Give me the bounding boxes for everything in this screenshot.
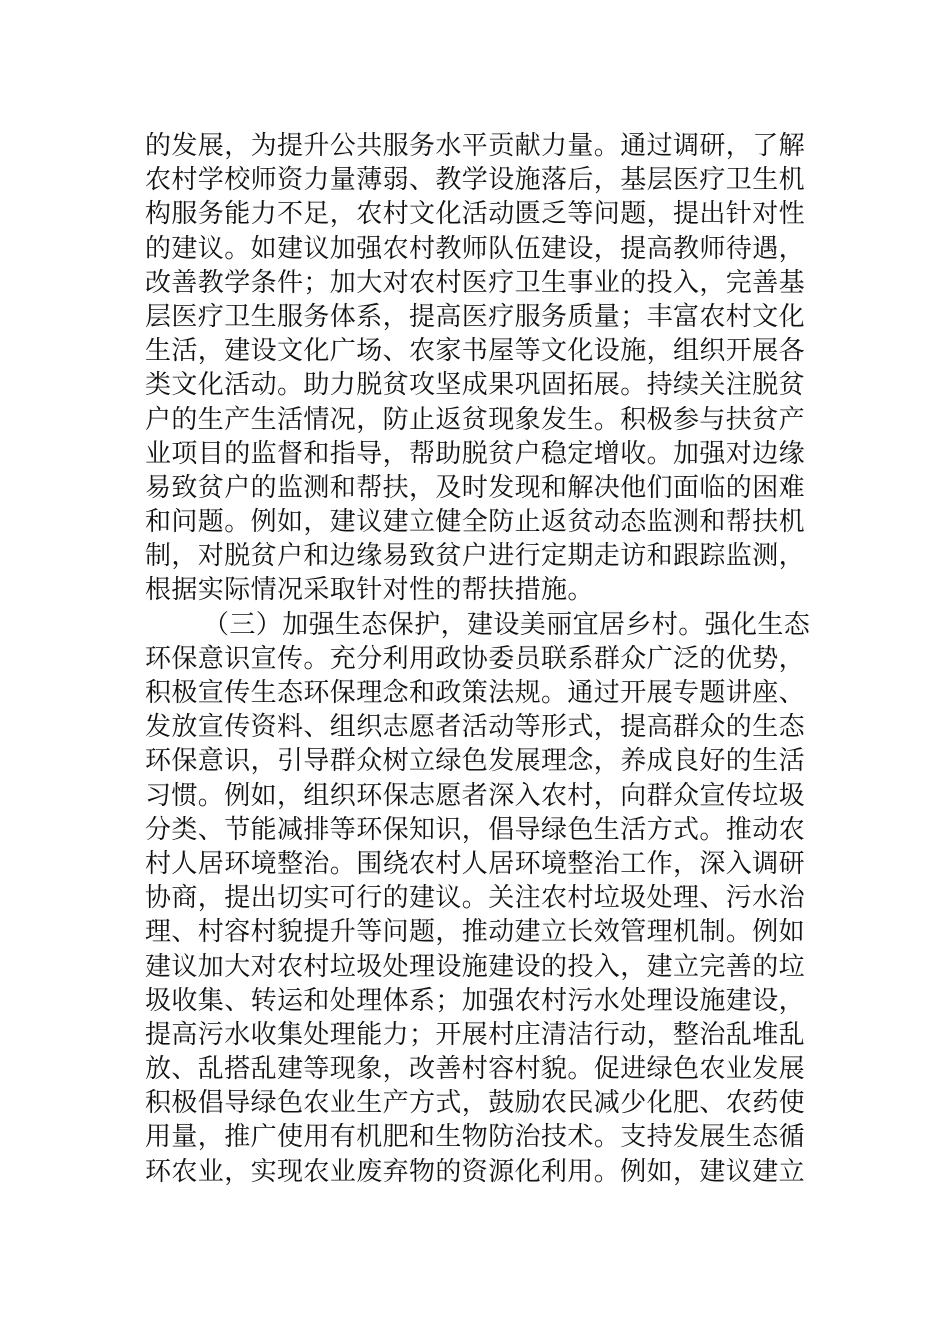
text-line: 户的生产生活情况，防止返贫现象发生。积极参与扶贫产 — [145, 404, 806, 435]
text-line: 建议加大对农村垃圾处理设施建设的投入，建立完善的垃 — [145, 951, 806, 982]
body-text — [145, 129, 810, 1189]
text-line: 和问题。例如，建议建立健全防止返贫动态监测和帮扶机 — [145, 507, 806, 538]
section-heading-line: （三）加强生态保护，建设美丽宜居乡村。强化生态 — [203, 609, 811, 640]
text-line: 类文化活动。助力脱贫攻坚成果巩固拓展。持续关注脱贫 — [145, 370, 806, 401]
text-line: 积极宣传生态环保理念和政策法规。通过开展专题讲座、 — [145, 678, 806, 708]
text-line: 生活，建设文化广场、农家书屋等文化设施，组织开展各 — [145, 336, 806, 367]
text-line: 环农业，实现农业废弃物的资源化利用。例如，建议建立 — [145, 1156, 806, 1187]
text-line: 放、乱搭乱建等现象，改善村容村貌。促进绿色农业发展 — [145, 1054, 806, 1085]
text-line: 积极倡导绿色农业生产方式，鼓励农民减少化肥、农药使 — [145, 1088, 806, 1119]
text-line: 环保意识宣传。充分利用政协委员联系群众广泛的优势， — [145, 643, 806, 674]
text-line: 易致贫户的监测和帮扶，及时发现和解决他们面临的困难 — [145, 472, 806, 503]
text-line: 村人居环境整治。围绕农村人居环境整治工作，深入调研 — [145, 848, 806, 879]
text-line: 根据实际情况采取针对性的帮扶措施。 — [145, 575, 594, 606]
text-line: 发放宣传资料、组织志愿者活动等形式，提高群众的生态 — [145, 712, 806, 743]
text-line: 构服务能力不足，农村文化活动匮乏等问题，提出针对性 — [145, 199, 806, 230]
text-line: 环保意识，引导群众树立绿色发展理念，养成良好的生活 — [145, 746, 806, 777]
text-line: 改善教学条件；加大对农村医疗卫生事业的投入，完善基 — [145, 267, 806, 298]
text-line: 农村学校师资力量薄弱、教学设施落后，基层医疗卫生机 — [145, 165, 806, 196]
text-line: 业项目的监督和指导，帮助脱贫户稳定增收。加强对边缘 — [145, 438, 806, 469]
text-line: 圾收集、转运和处理体系；加强农村污水处理设施建设， — [145, 985, 806, 1016]
text-line: 的建议。如建议加强农村教师队伍建设，提高教师待遇， — [145, 233, 806, 264]
text-line: 层医疗卫生服务体系，提高医疗服务质量；丰富农村文化 — [145, 301, 806, 332]
text-line: 协商，提出切实可行的建议。关注农村垃圾处理、污水治 — [145, 883, 806, 914]
text-line: 用量，推广使用有机肥和生物防治技术。支持发展生态循 — [145, 1122, 806, 1153]
text-line: 提高污水收集处理能力；开展村庄清洁行动，整治乱堆乱 — [145, 1019, 806, 1050]
text-line: 制，对脱贫户和边缘易致贫户进行定期走访和跟踪监测， — [145, 541, 806, 572]
text-line: 习惯。例如，组织环保志愿者深入农村，向群众宣传垃圾 — [145, 780, 806, 811]
text-line: 分类、节能减排等环保知识，倡导绿色生活方式。推动农 — [145, 814, 806, 845]
text-line: 理、村容村貌提升等问题，推动建立长效管理机制。例如 — [145, 917, 806, 948]
text-line: 的发展，为提升公共服务水平贡献力量。通过调研，了解 — [145, 131, 806, 161]
